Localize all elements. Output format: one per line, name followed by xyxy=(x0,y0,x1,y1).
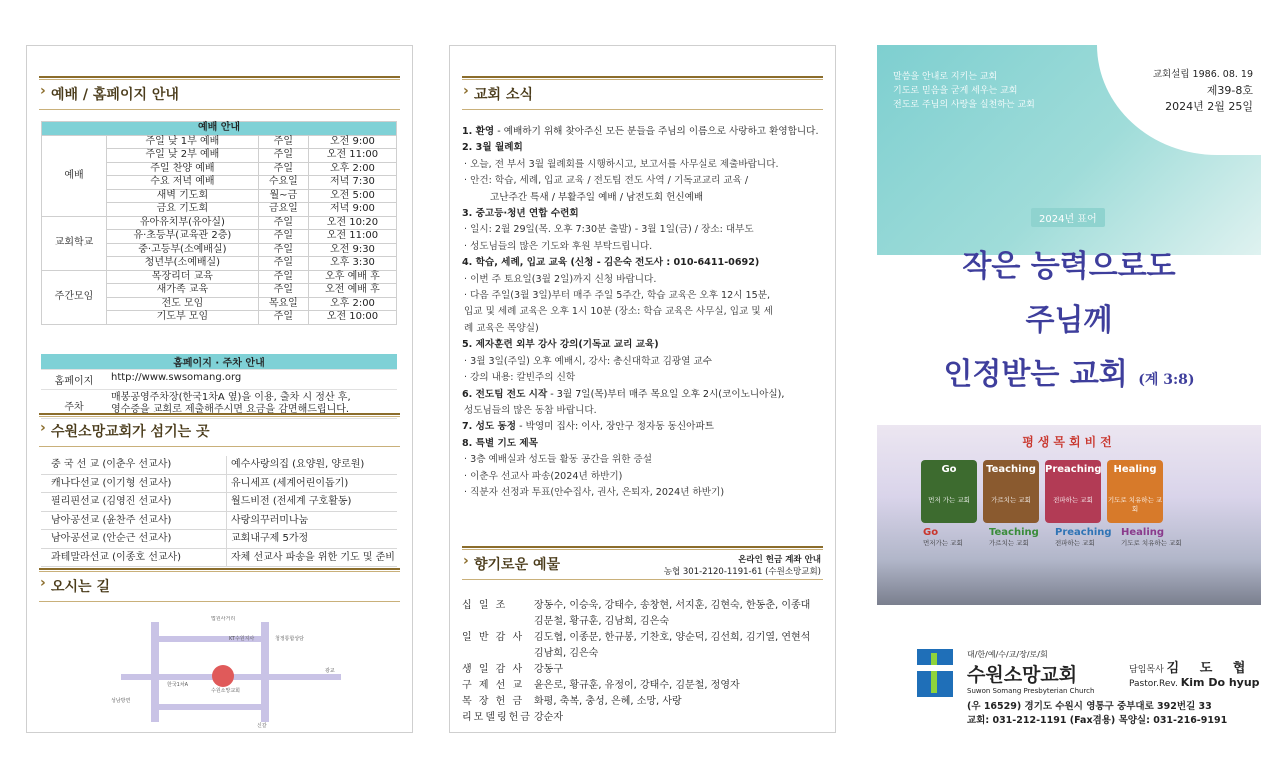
table-cell: 주일 낮 2부 예배 xyxy=(107,149,259,163)
map-label-apt: 한국1차A xyxy=(167,682,189,688)
offering-names: 김문철, 황규훈, 김남희, 김은숙 xyxy=(534,616,669,627)
table-cell: 오전 10:20 xyxy=(308,216,396,230)
church-location-marker xyxy=(212,665,234,687)
vision-card-title: Go xyxy=(941,464,957,475)
offering-type xyxy=(462,614,534,630)
list-item xyxy=(462,630,827,646)
news-item xyxy=(462,387,827,403)
mission-overseas: 과테말라선교 (이종호 선교사) xyxy=(51,551,182,563)
news-item xyxy=(462,419,827,435)
news-item xyxy=(462,272,827,288)
news-item xyxy=(462,157,827,173)
list-item xyxy=(462,598,827,614)
vision-card-sub: 전파하는 교회 xyxy=(1053,496,1093,504)
vision-label xyxy=(1055,527,1112,547)
offering-type: 생 일 감 사 xyxy=(462,664,525,675)
news-item xyxy=(462,485,827,501)
table-row xyxy=(42,270,397,284)
offerings-list xyxy=(462,598,827,726)
table-cell: 주일 찬양 예배 xyxy=(107,162,259,176)
news-text: · 성도님들의 많은 기도와 후원 부탁드립니다. xyxy=(464,240,653,252)
section-title: › 예배 / 홈페이지 안내 xyxy=(51,84,179,104)
map-label-left: 성남방면 xyxy=(111,698,131,704)
vision-label-title: Healing xyxy=(1121,527,1165,538)
list-item xyxy=(462,662,827,678)
vision-card-title: Preaching xyxy=(1045,464,1102,475)
news-heading: 8. 특별 기도 제목 xyxy=(462,437,538,449)
news-text: · 3월 3일(주일) 오후 예배시, 강사: 총신대학교 김광열 교수 xyxy=(464,355,713,367)
offering-names: 화평, 축복, 충성, 은혜, 소망, 사랑 xyxy=(534,696,682,707)
news-item xyxy=(462,337,827,353)
table-cell: 주일 xyxy=(258,270,308,284)
news-text: 례 교육은 목양실) xyxy=(464,322,539,334)
section-header-missions xyxy=(39,413,400,447)
panel-church-news xyxy=(449,45,836,733)
vision-card-sub: 먼저 가는 교회 xyxy=(928,496,970,504)
vision-title: 평생목회비전 xyxy=(1022,435,1116,449)
vision-card-sub: 가르치는 교회 xyxy=(991,496,1031,504)
table-cell-category: 주간모임 xyxy=(42,270,107,324)
mission-overseas: 남아공선교 (윤찬주 선교사) xyxy=(51,514,172,526)
offering-type: 리모델링헌금 xyxy=(462,712,532,723)
news-item xyxy=(462,206,827,222)
table-cell: 주일 xyxy=(258,230,308,244)
church-mottos: 말씀을 안내로 지키는 교회 기도로 믿음을 굳게 세우는 교회 전도로 주님의 사랑을 실천하는 교회 xyxy=(893,72,1035,110)
offering-names: 김도협, 이종문, 한규봉, 기찬호, 양순덕, 김선희, 김기열, 연현석 xyxy=(534,632,811,643)
offering-type: 일 반 감 사 xyxy=(462,632,525,643)
mission-overseas: 필리핀선교 (김영진 선교사) xyxy=(51,496,172,507)
table-cell: 수요일 xyxy=(258,176,308,190)
table-cell: 오전 11:00 xyxy=(308,149,396,163)
table-cell: 새벽 기도회 xyxy=(107,189,259,203)
table-header: 홈페이지 · 주차 안내 xyxy=(41,354,397,370)
table-cell: 주일 xyxy=(258,311,308,325)
news-text: · 이번 주 토요일(3월 2일)까지 신청 바랍니다. xyxy=(464,273,657,285)
offering-type: 십 일 조 xyxy=(462,600,508,611)
map-label-top: 법원사거리 xyxy=(211,616,236,622)
news-item xyxy=(462,452,827,468)
homepage-parking-info xyxy=(41,354,397,419)
table-cell: 주일 xyxy=(258,243,308,257)
table-cell: 금요 기도회 xyxy=(107,203,259,217)
list-item xyxy=(41,549,397,568)
directions-map xyxy=(111,616,351,728)
list-item xyxy=(41,530,397,549)
news-text: 고난주간 특새 / 부활주일 예배 / 남전도회 헌신예배 xyxy=(490,191,704,203)
table-cell: 주일 xyxy=(258,284,308,298)
list-item xyxy=(462,694,827,710)
news-heading: 2. 3월 월례회 xyxy=(462,142,523,154)
table-cell: 저녁 9:00 xyxy=(308,203,396,217)
table-cell: 청년부(소예배실) xyxy=(107,257,259,271)
table-cell: 새가족 교육 xyxy=(107,284,259,298)
vision-label-sub: 전파하는 교회 xyxy=(1055,539,1095,547)
table-cell: 오전 9:00 xyxy=(308,135,396,149)
vision-label-title: Go xyxy=(923,527,939,538)
news-text: · 직분자 선정과 투표(안수집사, 권사, 은퇴자, 2024년 하반기) xyxy=(464,486,725,498)
vision-card-sub: 기도로 치유하는 교회 xyxy=(1107,496,1163,513)
news-item xyxy=(462,140,827,156)
table-cell: 전도 모임 xyxy=(107,297,259,311)
table-cell: 저녁 7:30 xyxy=(308,176,396,190)
news-text: - 박영미 집사: 이사, 장안구 정자동 동신아파트 xyxy=(516,421,714,433)
mission-local: 자체 선교사 파송을 위한 기도 및 준비 xyxy=(226,549,397,567)
list-item xyxy=(41,456,397,475)
news-heading: 6. 전도팀 전도 시작 xyxy=(462,388,548,400)
news-list xyxy=(462,124,827,501)
news-item xyxy=(462,436,827,452)
table-header: 예배 안내 xyxy=(42,122,397,136)
table-cell: 주일 xyxy=(258,216,308,230)
table-cell: 월~금 xyxy=(258,189,308,203)
vision-card-title: Healing xyxy=(1113,464,1157,475)
offering-names: 윤은로, 황규훈, 유정이, 강태수, 김문철, 정영자 xyxy=(534,680,740,691)
table-cell: 중·고등부(소예배실) xyxy=(107,243,259,257)
year-motto-line2: 주님께 xyxy=(1025,303,1113,338)
church-address: (우 16529) 경기도 수원시 영통구 중부대로 392번길 33 교회: 031-212-1191 (Fax겸용) 목양실: 031-216-9191 xyxy=(967,701,1228,726)
news-text: · 안건: 학습, 세례, 입교 교육 / 전도팀 전도 사역 / 기독교교리 교육 / xyxy=(464,175,749,187)
table-cell: 유·초등부(교육관 2층) xyxy=(107,230,259,244)
table-cell: 오전 예배 후 xyxy=(308,284,396,298)
map-label-kt: KT수원지사 xyxy=(229,636,255,642)
list-item xyxy=(41,475,397,494)
table-row xyxy=(42,135,397,149)
year-motto-line3: 인정받는 교회 (계 3:8) xyxy=(943,357,1195,392)
panel-worship-info xyxy=(26,45,413,733)
pastor-block: 담임목사 김 도 협 Pastor.Rev. Kim Do hyup xyxy=(1129,661,1260,689)
news-heading: 7. 성도 동정 xyxy=(462,421,517,433)
issue-meta: 교회설립 1986. 08. 19 제39-8호 2024년 2월 25일 xyxy=(1152,69,1253,113)
list-item xyxy=(41,512,397,531)
table-cell: 오전 10:00 xyxy=(308,311,396,325)
table-cell: 목장리더 교육 xyxy=(107,270,259,284)
news-text: · 일시: 2월 29일(목. 오후 7:30분 출발) - 3월 1일(금) / 장소: 대부도 xyxy=(464,224,754,236)
news-item xyxy=(462,190,827,206)
table-cell: 주일 xyxy=(258,135,308,149)
news-item xyxy=(462,239,827,255)
offering-names: 강순자 xyxy=(534,712,563,723)
table-cell: 금요일 xyxy=(258,203,308,217)
news-heading: 3. 중고등·청년 연합 수련회 xyxy=(462,208,579,220)
mission-overseas: 캐나다선교 (이기형 선교사) xyxy=(51,477,172,489)
section-title: › 오시는 길 xyxy=(51,576,110,596)
news-text: 입교 및 세례 교육은 오후 1시 10분 (장소: 학습 교육은 사무실, 입교 및 세 xyxy=(464,306,773,318)
news-item xyxy=(462,354,827,370)
table-cell: 오전 11:00 xyxy=(308,230,396,244)
vision-card xyxy=(1045,460,1101,523)
table-cell: 주일 xyxy=(258,162,308,176)
news-text: · 다음 주일(3월 3일)부터 매주 주일 5주간, 학습 교육은 오후 12시 15분, xyxy=(464,290,771,302)
news-item xyxy=(462,469,827,485)
homepage-row: 홈페이지 http://www.swsomang.org xyxy=(41,370,397,390)
map-label-right: 광교 xyxy=(325,668,335,674)
table-cell: 주일 낮 1부 예배 xyxy=(107,135,259,149)
offering-names: 김남희, 김은숙 xyxy=(534,648,599,659)
map-label-emart: 청정통합상담 xyxy=(275,636,304,642)
mission-local: 월드비전 (전세계 구호활동) xyxy=(226,493,397,511)
vision-label xyxy=(923,527,963,547)
mission-overseas: 중 국 선 교 (이춘우 선교사) xyxy=(51,459,172,470)
section-header-worship xyxy=(39,76,400,110)
mission-local: 사랑의꾸러미나눔 xyxy=(226,512,397,530)
offering-names: 장동수, 이승욱, 강태수, 송창현, 서지훈, 김현숙, 한동춘, 이종대 xyxy=(534,600,811,611)
panel-cover xyxy=(877,45,1261,733)
vision-label-sub: 가르치는 교회 xyxy=(989,539,1029,547)
section-title: › 향기로운 예물 xyxy=(474,554,560,574)
news-item xyxy=(462,321,827,337)
news-text: - 예배하기 위해 찾아주신 모든 분들을 주님의 이름으로 사랑하고 환영합니다. xyxy=(494,126,819,137)
news-heading: 1. 환영 xyxy=(462,126,495,137)
table-cell: 오후 2:00 xyxy=(308,297,396,311)
list-item xyxy=(462,646,827,662)
table-cell: 주일 xyxy=(258,257,308,271)
vision-card xyxy=(921,460,977,523)
table-cell: 오전 5:00 xyxy=(308,189,396,203)
table-cell: 오후 예배 후 xyxy=(308,270,396,284)
vision-card-title: Teaching xyxy=(986,464,1036,475)
table-cell: 오후 2:00 xyxy=(308,162,396,176)
list-item xyxy=(462,614,827,630)
table-cell: 오전 9:30 xyxy=(308,243,396,257)
table-cell: 목요일 xyxy=(258,297,308,311)
vision-label xyxy=(989,527,1039,547)
news-item xyxy=(462,124,827,140)
parking-row: 주차 매봉공영주차장(한국1차A 옆)을 이용, 출차 시 정산 후, 영수증을 교회로 제출해주시면 요금을 감면해드립니다. xyxy=(41,390,397,419)
table-cell: 유아유치부(유아실) xyxy=(107,216,259,230)
vision-label-sub: 먼저가는 교회 xyxy=(923,539,963,547)
section-header-news xyxy=(462,76,823,110)
homepage-link[interactable]: http://www.swsomang.org xyxy=(111,372,242,383)
table-row xyxy=(42,216,397,230)
news-text: · 이춘우 선교사 파송(2024년 하반기) xyxy=(464,470,623,482)
table-cell: 수요 저녁 예배 xyxy=(107,176,259,190)
table-cell: 오후 3:30 xyxy=(308,257,396,271)
list-item xyxy=(41,493,397,512)
mission-overseas: 남아공선교 (안순근 선교사) xyxy=(51,533,172,544)
section-title: › 교회 소식 xyxy=(474,84,533,104)
mission-local: 예수사랑의집 (요양원, 양로원) xyxy=(226,456,397,474)
news-text: · 강의 내용: 칼빈주의 신학 xyxy=(464,372,576,384)
table-cell-category: 예배 xyxy=(42,135,107,216)
news-item xyxy=(462,403,827,419)
news-text: - 3월 7일(목)부터 매주 목요일 오후 2시(코이노니아실), xyxy=(547,388,785,400)
mission-local: 유니세프 (세계어린이돕기) xyxy=(226,475,397,493)
vision-label-sub: 기도로 치유하는 교회 xyxy=(1121,539,1182,547)
news-item xyxy=(462,370,827,386)
year-motto-line1: 작은 능력으로도 xyxy=(962,249,1176,284)
news-text: · 3층 예배실과 성도들 활동 공간을 위한 증설 xyxy=(464,454,653,466)
vision-card xyxy=(983,460,1039,523)
news-text: 성도님들의 많은 동참 바랍니다. xyxy=(464,404,597,416)
news-item xyxy=(462,255,827,271)
offering-names: 강동구 xyxy=(534,664,563,675)
section-title: › 수원소망교회가 섬기는 곳 xyxy=(51,421,210,441)
news-item xyxy=(462,288,827,304)
list-item xyxy=(462,678,827,694)
missions-list xyxy=(41,456,397,567)
table-cell-category: 교회학교 xyxy=(42,216,107,270)
news-heading: 5. 제자훈련 외부 강사 강의(기독교 교리 교육) xyxy=(462,339,659,351)
list-item xyxy=(462,710,827,726)
map-label-church: 수원소망교회 xyxy=(211,688,240,694)
church-logo-icon xyxy=(917,649,953,697)
news-item xyxy=(462,304,827,320)
offering-type: 구 제 선 교 xyxy=(462,680,525,691)
vision-card xyxy=(1107,460,1163,523)
news-text: · 오늘, 전 부서 3월 월례회를 시행하시고, 보고서를 사무실로 제출바랍니다. xyxy=(464,158,779,170)
vision-label-title: Preaching xyxy=(1055,527,1112,538)
section-header-directions xyxy=(39,568,400,602)
worship-schedule-table xyxy=(41,121,397,325)
news-heading: 4. 학습, 세례, 입교 교육 (신청 - 김은숙 전도사 : 010-6411-0692) xyxy=(462,257,760,269)
news-item xyxy=(462,222,827,238)
church-name-block: 대/한/예/수/교/장/로/회 수원소망교회 Suwon Somang Presbyterian Church xyxy=(967,650,1095,695)
online-offering-info: 온라인 헌금 계좌 안내 농협 301-2120-1191-61 (수원소망교회) xyxy=(663,555,821,577)
vision-label xyxy=(1121,527,1182,547)
offering-type: 목 장 헌 금 xyxy=(462,696,525,707)
vision-label-title: Teaching xyxy=(989,527,1039,538)
map-label-bottom: 신갈 xyxy=(257,723,267,728)
offering-type xyxy=(462,646,534,662)
year-motto-badge: 2024년 표어 xyxy=(1031,208,1105,227)
mission-local: 교회내구제 5가정 xyxy=(226,530,397,548)
table-cell: 기도부 모임 xyxy=(107,311,259,325)
table-cell: 주일 xyxy=(258,149,308,163)
news-item xyxy=(462,173,827,189)
